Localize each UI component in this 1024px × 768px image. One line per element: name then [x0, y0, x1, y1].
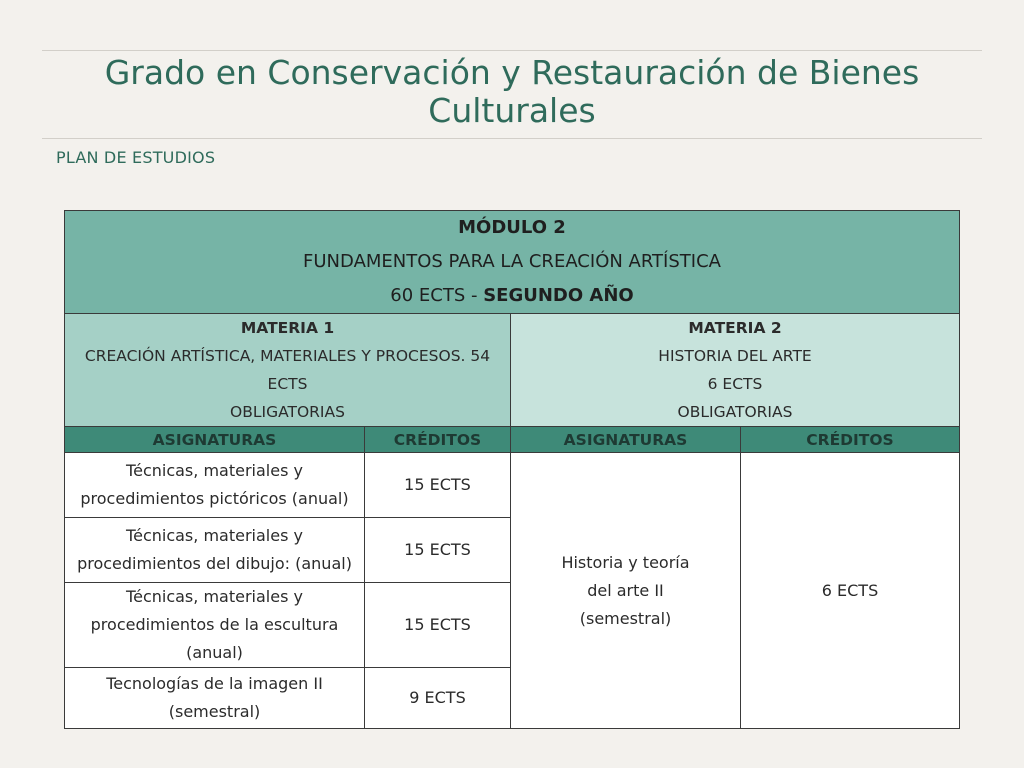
- materia-2-name: MATERIA 2: [688, 319, 782, 337]
- table-row: [65, 453, 960, 518]
- study-plan-table: [64, 210, 960, 729]
- materia-2-title-line2: 6 ECTS: [707, 375, 763, 393]
- subject-line: Técnicas, materiales y: [126, 587, 303, 606]
- materia-1-header: [65, 314, 511, 427]
- subject-line: (anual): [186, 643, 243, 662]
- credits-cell: 15 ECTS: [365, 518, 511, 583]
- materia-1-title-line1: CREACIÓN ARTÍSTICA, MATERIALES Y PROCESOS. 54: [84, 347, 491, 365]
- subject-cell: [65, 518, 365, 583]
- column-header-subjects-2: ASIGNATURAS: [511, 427, 741, 453]
- module-title: FUNDAMENTOS PARA LA CREACIÓN ARTÍSTICA: [303, 251, 721, 272]
- page-title: Grado en Conservación y Restauración de Bienes Culturales: [104, 53, 920, 130]
- column-header-credits-2: CRÉDITOS: [741, 427, 960, 453]
- subject-cell: [65, 453, 365, 518]
- subject-line: (semestral): [168, 702, 261, 721]
- subject-cell: [65, 583, 365, 668]
- materia-2-header: [511, 314, 960, 427]
- materia-1-type: OBLIGATORIAS: [230, 403, 345, 421]
- materia-2-title-line1: HISTORIA DEL ARTE: [658, 347, 812, 365]
- module-year: SEGUNDO AÑO: [483, 285, 634, 306]
- subject-line: Técnicas, materiales y: [126, 461, 303, 480]
- subject-cell: [65, 668, 365, 729]
- subject-line: Técnicas, materiales y: [126, 526, 303, 545]
- subject-line: (semestral): [579, 608, 672, 628]
- module-credits: 60 ECTS -: [390, 285, 484, 306]
- credits-cell: 15 ECTS: [365, 453, 511, 518]
- top-divider: [42, 50, 982, 51]
- materia-2-subject-cell: [511, 453, 741, 729]
- column-header-subjects-1: ASIGNATURAS: [65, 427, 365, 453]
- materia-1-title-line2: ECTS: [267, 375, 308, 393]
- page-subtitle: PLAN DE ESTUDIOS: [56, 148, 216, 167]
- credits-cell: 9 ECTS: [365, 668, 511, 729]
- title-divider: [42, 138, 982, 139]
- subject-line: procedimientos de la escultura: [90, 615, 339, 634]
- materia-1-name: MATERIA 1: [240, 319, 335, 337]
- materia-2-credits-cell: 6 ECTS: [741, 453, 960, 729]
- column-header-credits-1: CRÉDITOS: [365, 427, 511, 453]
- subject-line: procedimientos pictóricos (anual): [80, 489, 349, 508]
- materia-2-type: OBLIGATORIAS: [677, 403, 793, 421]
- subject-line: procedimientos del dibujo: (anual): [77, 554, 352, 573]
- module-name: MÓDULO 2: [458, 217, 566, 238]
- subject-line: del arte II: [587, 580, 664, 600]
- credits-cell: 15 ECTS: [365, 583, 511, 668]
- subject-line: Tecnologías de la imagen II: [106, 674, 323, 693]
- module-header: [65, 211, 960, 314]
- subject-line: Historia y teoría: [561, 552, 690, 572]
